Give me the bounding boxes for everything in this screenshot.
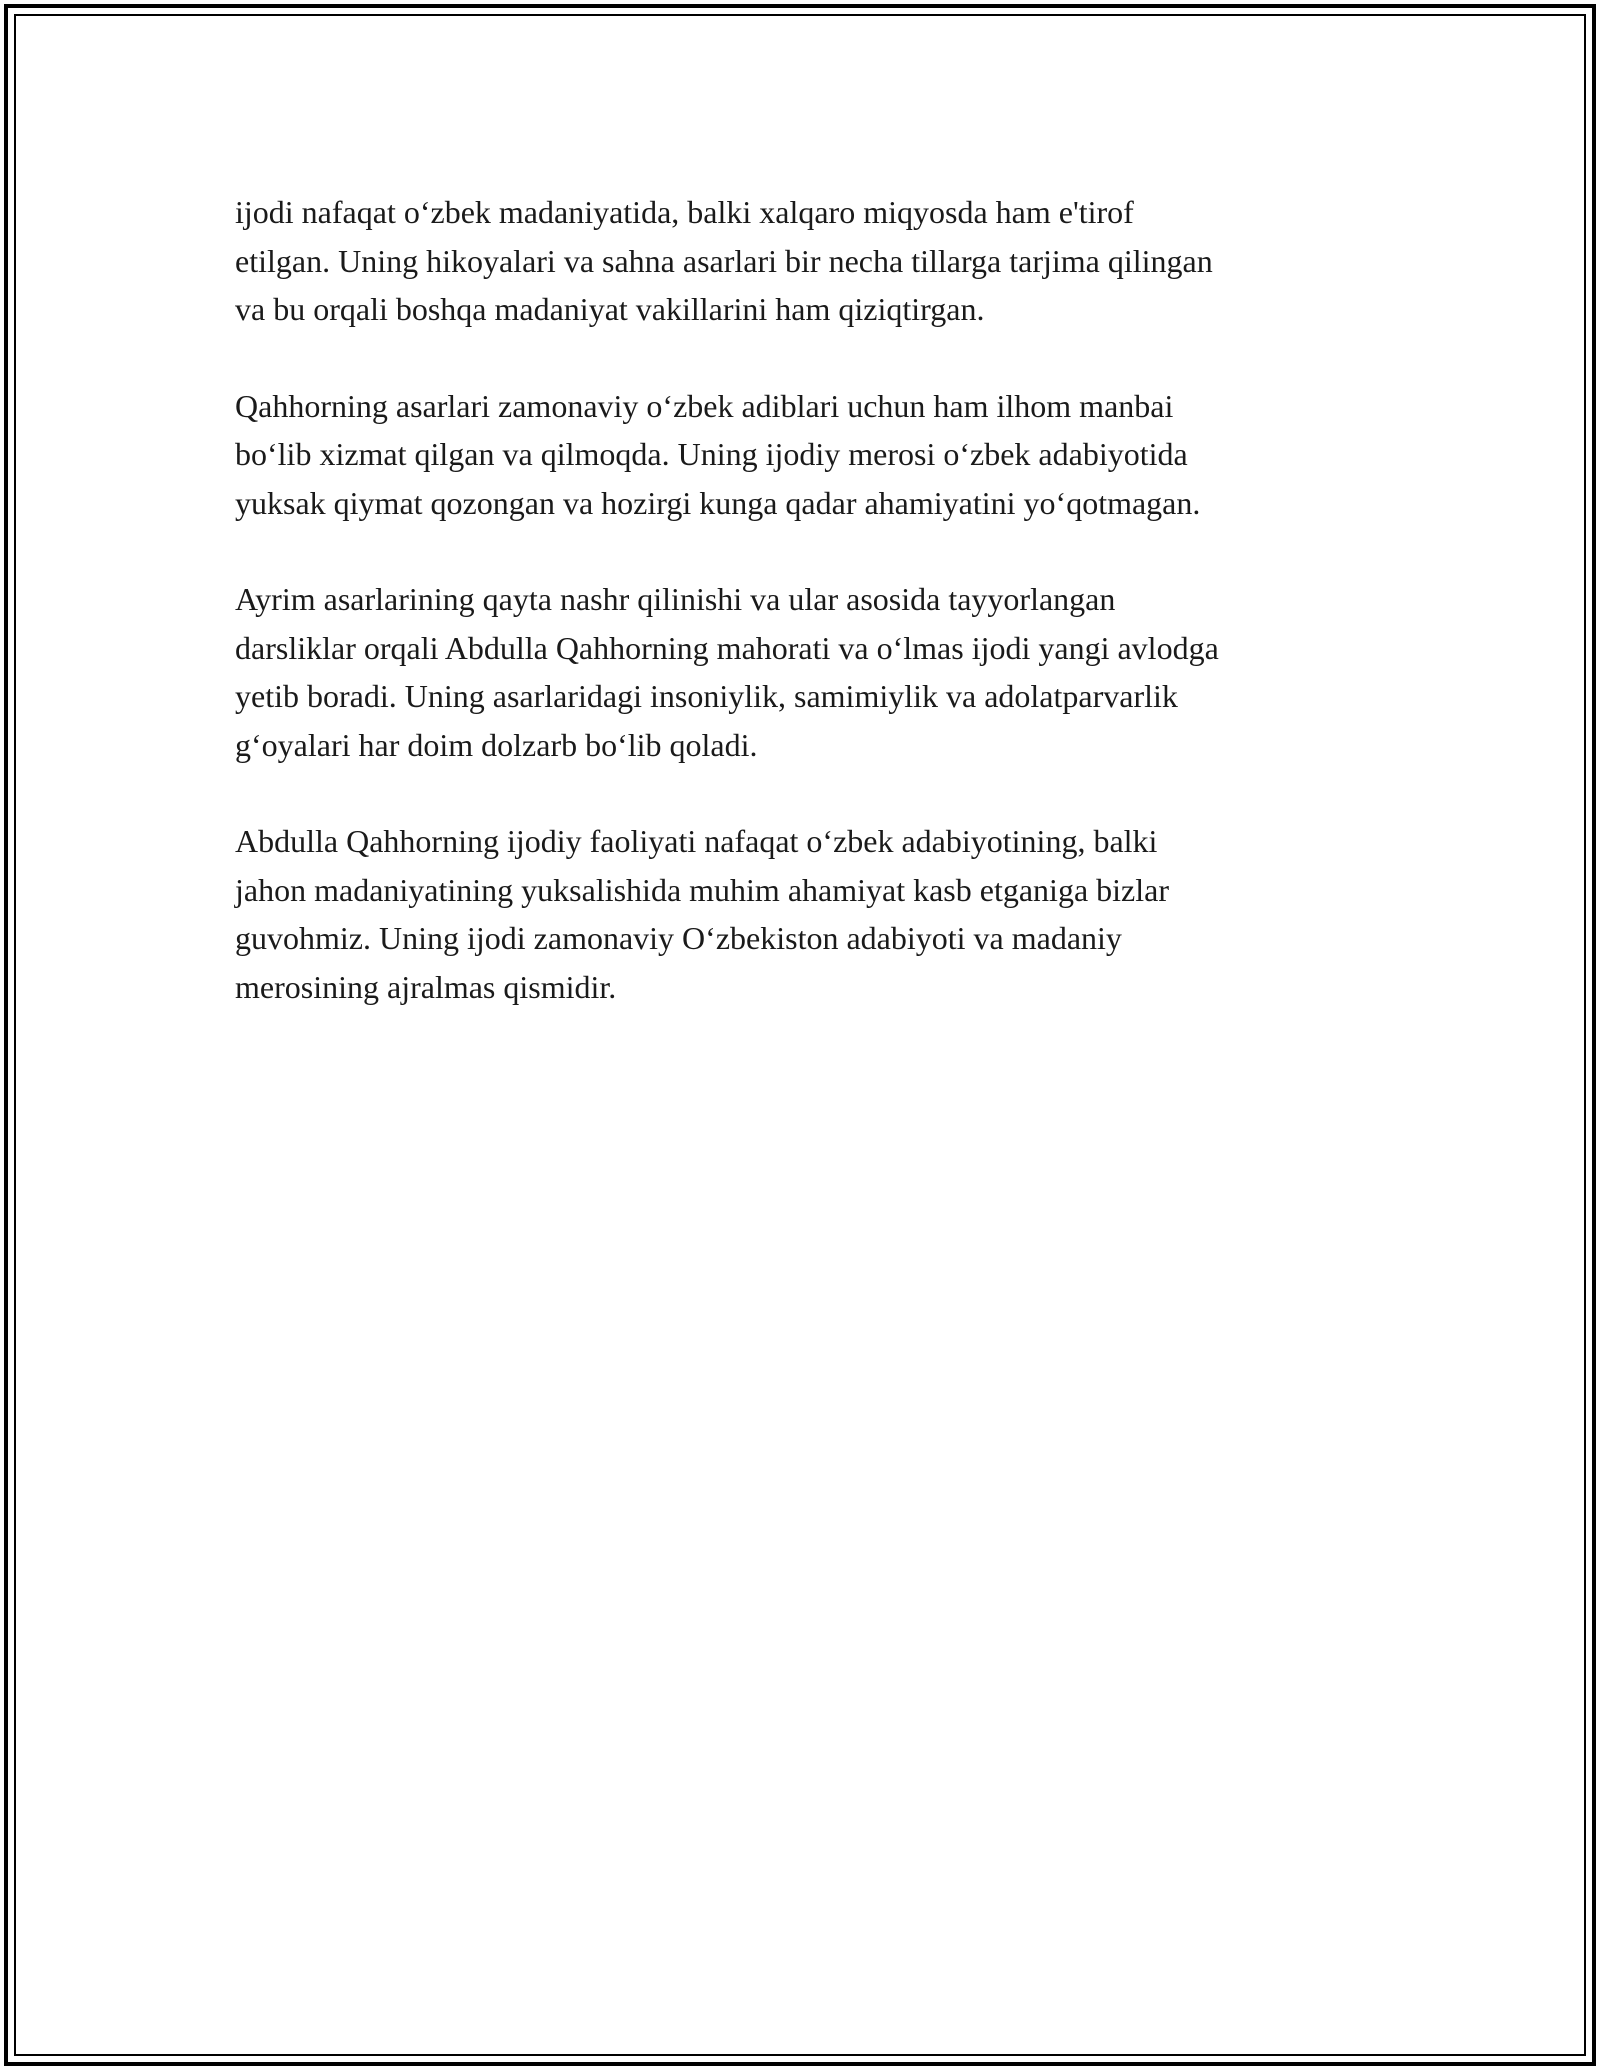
text-line: g‘oyalari har doim dolzarb bo‘lib qoladi. [235, 726, 758, 763]
text-line: jahon madaniyatining yuksalishida muhim ahamiyat kasb etganiga bizlar [235, 871, 1169, 908]
paragraph-4 [235, 817, 1395, 1011]
text-line: darsliklar orqali Abdulla Qahhorning mahorati va o‘lmas ijodi yangi avlodga [235, 629, 1219, 666]
text-line: merosining ajralmas qismidir. [235, 968, 617, 1005]
text-line: etilgan. Uning hikoyalari va sahna asarlari bir necha tillarga tarjima qilingan [235, 242, 1213, 279]
text-line: Abdulla Qahhorning ijodiy faoliyati nafaqat o‘zbek adabiyotining, balki [235, 823, 1158, 859]
text-line: ijodi nafaqat o‘zbek madaniyatida, balki xalqaro miqyosda ham e'tirof [235, 194, 1134, 230]
text-line: Ayrim asarlarining qayta nashr qilinishi va ular asosida tayyorlangan [235, 581, 1116, 617]
document-body [235, 188, 1395, 1059]
text-line: yetib boradi. Uning asarlaridagi insoniylik, samimiylik va adolatparvarlik [235, 678, 1178, 714]
paragraph-3 [235, 575, 1395, 769]
text-line: Qahhorning asarlari zamonaviy o‘zbek adiblari uchun ham ilhom manbai [235, 387, 1174, 424]
text-line: bo‘lib xizmat qilgan va qilmoqda. Uning ijodiy merosi o‘zbek adabiyotida [235, 436, 1188, 472]
paragraph-1 [235, 188, 1395, 334]
text-line: yuksak qiymat qozongan va hozirgi kunga qadar ahamiyatini yo‘qotmagan. [235, 484, 1201, 521]
text-line: guvohmiz. Uning ijodi zamonaviy O‘zbekiston adabiyoti va madaniy [235, 920, 1122, 956]
paragraph-2 [235, 382, 1395, 528]
text-line: va bu orqali boshqa madaniyat vakillarini ham qiziqtirgan. [235, 291, 985, 327]
